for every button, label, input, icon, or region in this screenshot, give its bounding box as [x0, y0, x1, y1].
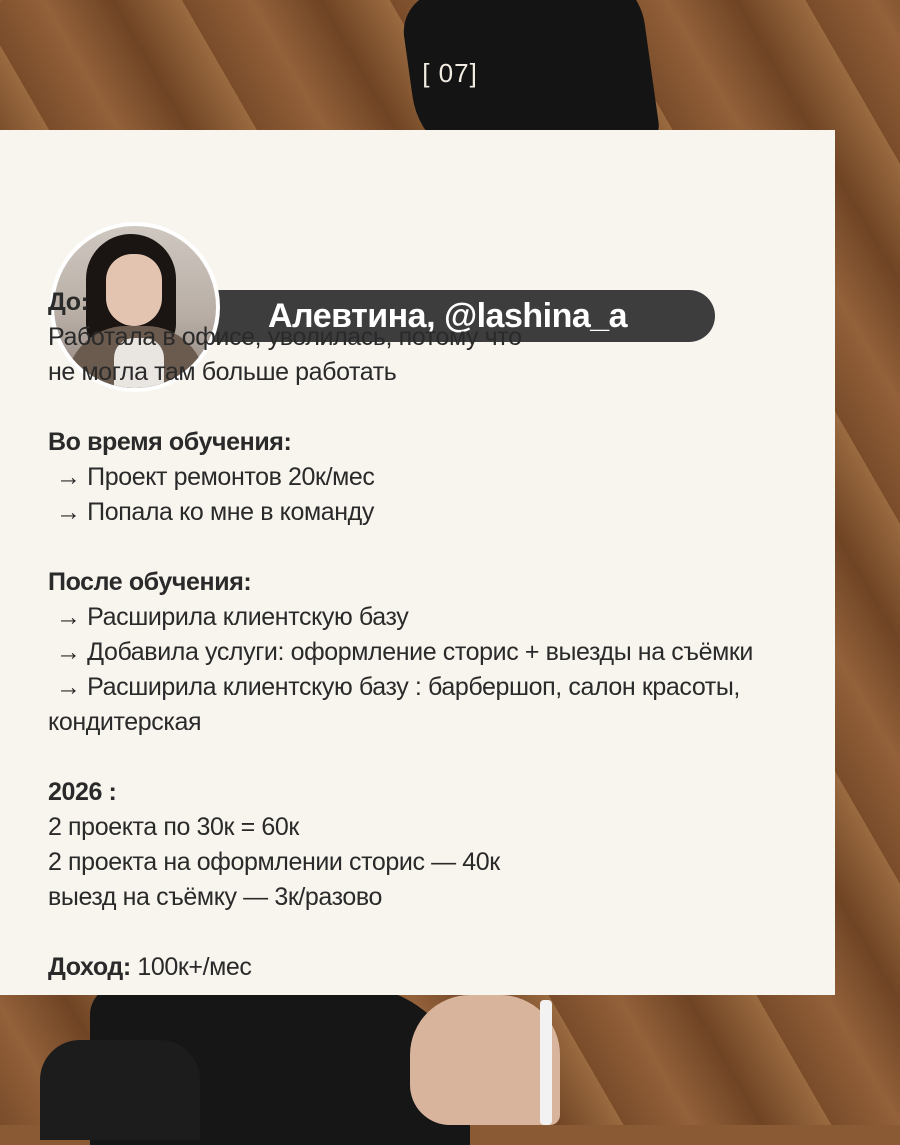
section-heading: После обучения:: [48, 568, 252, 596]
section-heading: 2026 :: [48, 778, 117, 806]
testimonial-content: [48, 285, 828, 1020]
text-line: кондитерская: [48, 708, 202, 736]
section-during: [48, 425, 828, 530]
section-income: [48, 950, 828, 985]
text-line: Работала в офисе, уволилась, потому что: [48, 323, 522, 351]
list-item: → Добавила услуги: оформление сторис + выезды на съёмки: [56, 638, 753, 666]
profile-name: Алевтина, @lashina_a: [208, 290, 715, 342]
list-item: → Попала ко мне в команду: [56, 498, 374, 526]
section-after: [48, 565, 828, 740]
income-value: 100к+/мес: [130, 953, 252, 981]
text-line: не могла там больше работать: [48, 358, 397, 386]
text-line: 2 проекта по 30к = 60к: [48, 813, 299, 841]
text-line: 2 проекта на оформлении сторис — 40к: [48, 848, 500, 876]
background-clothing: [40, 1040, 200, 1140]
list-item: → Расширила клиентскую базу: [56, 603, 409, 631]
income-label: Доход:: [48, 953, 131, 981]
section-heading: До:: [48, 288, 89, 316]
section-before: [48, 285, 828, 390]
list-item: → Проект ремонтов 20к/мес: [56, 463, 375, 491]
text-line: выезд на съёмку — 3к/разово: [48, 883, 383, 911]
section-heading: Во время обучения:: [48, 428, 292, 456]
section-year: [48, 775, 828, 915]
list-item: → Расширила клиентскую базу : барбершоп, салон красоты,: [56, 673, 740, 701]
page-number: [ 07]: [422, 58, 478, 88]
